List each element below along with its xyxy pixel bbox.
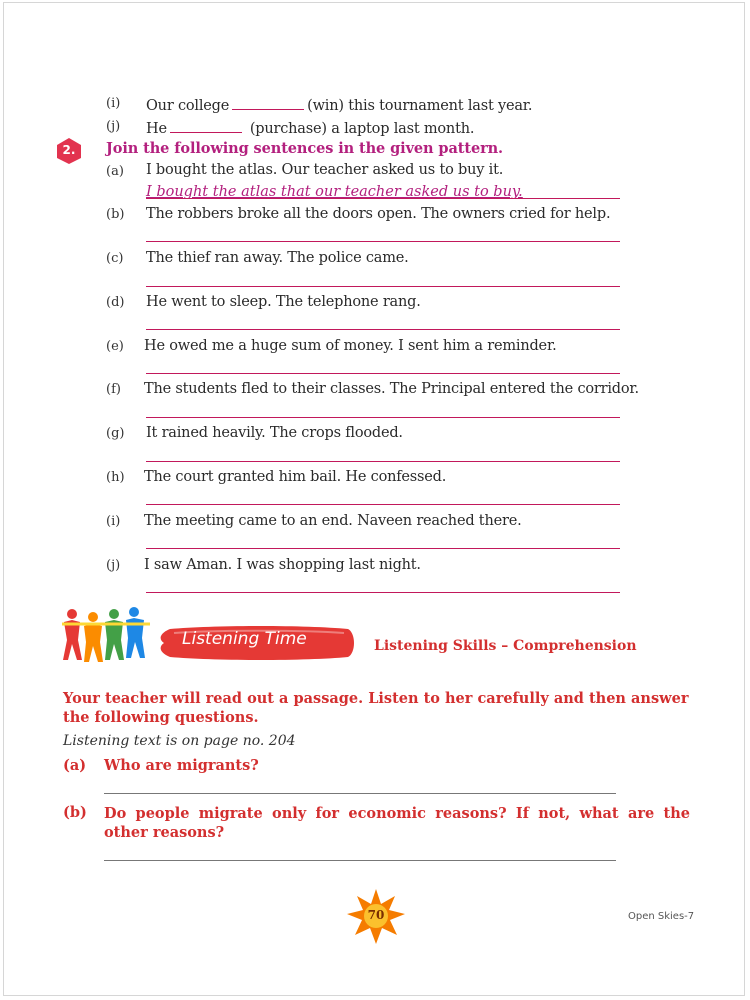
q2-item-text: The court granted him bail. He confessed. (144, 469, 447, 485)
listening-instruction: Your teacher will read out a passage. Listen to her carefully and then answer the following questions. (63, 690, 689, 726)
page-number: 70 (367, 908, 385, 922)
q2-item-label: (f) (106, 382, 121, 397)
answer-line[interactable] (146, 592, 620, 593)
q2-title: Join the following sentences in the given pattern. (106, 140, 504, 157)
answer-line[interactable] (104, 793, 616, 794)
q2-item-text: The students fled to their classes. The Principal entered the corridor. (144, 381, 639, 397)
answer-line[interactable] (146, 241, 620, 242)
answer-line[interactable] (146, 461, 620, 462)
fill-blank[interactable] (232, 95, 304, 110)
fill-blank[interactable] (170, 118, 242, 133)
listening-question: Who are migrants? (104, 757, 259, 774)
q2-item-text: The robbers broke all the doors open. The owners cried for help. (146, 206, 611, 222)
q2-item-label: (d) (106, 295, 125, 310)
answer-line[interactable] (146, 417, 620, 418)
answer-line[interactable] (104, 860, 616, 861)
answer-line[interactable] (146, 548, 620, 549)
q1-item-j: He (purchase) a laptop last month. (146, 118, 474, 137)
listening-q-label: (a) (63, 757, 87, 774)
q1-item-label: (i) (106, 96, 121, 111)
answer-line[interactable] (146, 329, 620, 330)
q2-item-text: I bought the atlas. Our teacher asked us to buy it. (146, 162, 504, 178)
answer-line[interactable] (146, 198, 620, 199)
listening-skill-title: Listening Skills – Comprehension (374, 638, 637, 654)
q2-item-label: (b) (106, 207, 125, 222)
children-group-icon (60, 606, 152, 664)
sample-answer: I bought the atlas that our teacher asked us to buy. (146, 184, 523, 200)
q2-item-label: (e) (106, 339, 124, 354)
listening-reference: Listening text is on page no. 204 (63, 733, 296, 749)
q2-item-text: I saw Aman. I was shopping last night. (144, 557, 421, 573)
q2-item-text: He went to sleep. The telephone rang. (146, 294, 421, 310)
question-number: 2. (62, 143, 76, 157)
q2-item-text: It rained heavily. The crops flooded. (146, 425, 403, 441)
answer-line[interactable] (146, 286, 620, 287)
q2-item-text: He owed me a huge sum of money. I sent him a reminder. (144, 338, 557, 354)
q2-item-label: (c) (106, 251, 124, 266)
q2-item-label: (h) (106, 470, 125, 485)
answer-line[interactable] (146, 373, 620, 374)
q2-item-label: (j) (106, 558, 121, 573)
listening-question: Do people migrate only for economic reasons? If not, what are the other reasons? (104, 805, 690, 841)
q2-item-text: The thief ran away. The police came. (146, 250, 409, 266)
answer-line[interactable] (146, 504, 620, 505)
q2-item-label: (g) (106, 426, 125, 441)
listening-q-label: (b) (63, 804, 87, 821)
q2-item-text: The meeting came to an end. Naveen reached there. (144, 513, 522, 529)
q1-item-label: (j) (106, 119, 121, 134)
q1-item-i: Our college (win) this tournament last year. (146, 95, 532, 114)
listening-time-title: Listening Time (182, 629, 307, 649)
book-title: Open Skies-7 (628, 911, 695, 922)
q2-item-label: (a) (106, 164, 124, 179)
q2-item-label: (i) (106, 514, 121, 529)
